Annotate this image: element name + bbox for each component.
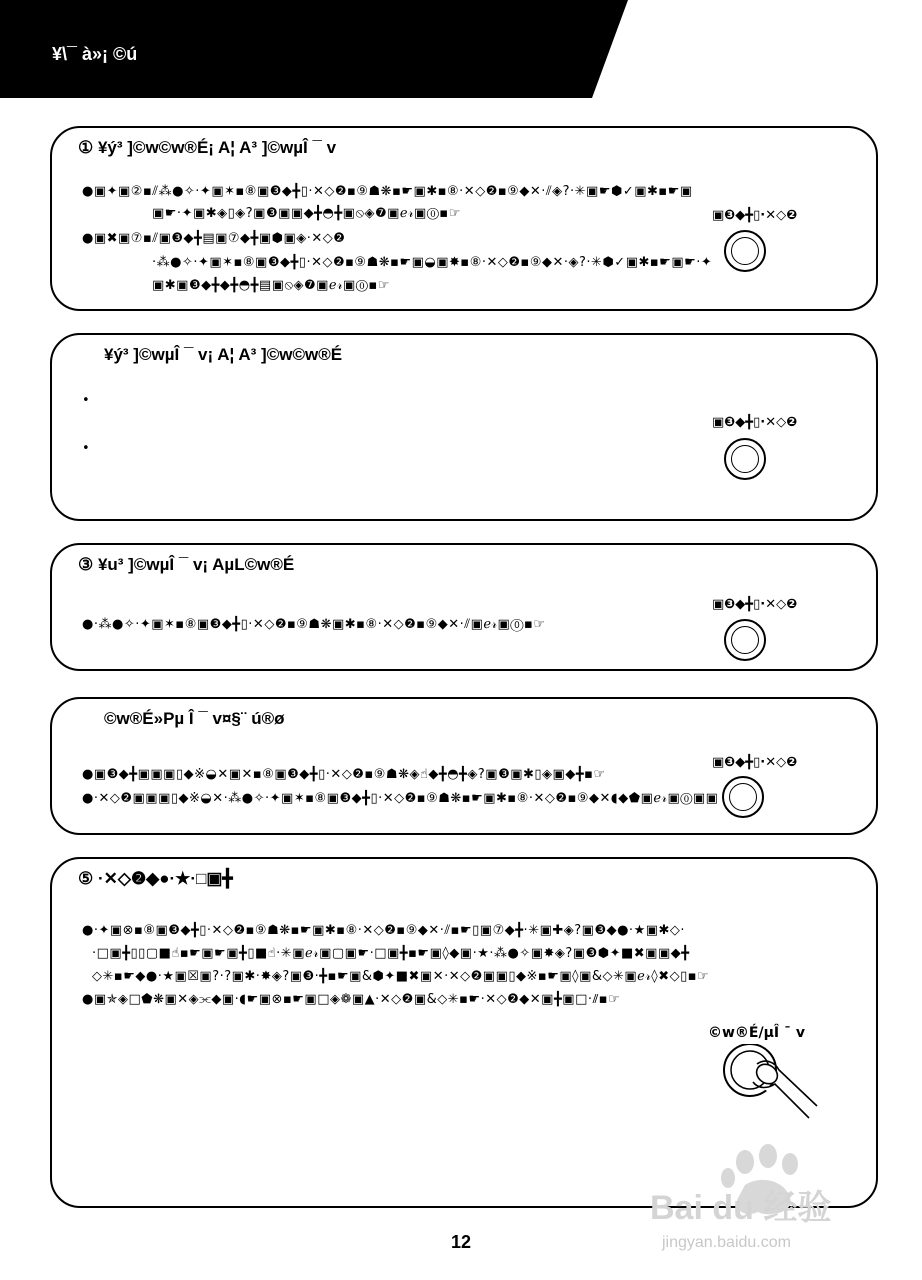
panel-step-3 xyxy=(50,543,878,671)
panel-title: ©w®É»Pµ Î ¯ v¤§¨ ú®ø xyxy=(104,709,285,728)
panel-line: ●▣❸◆╋▣▣▣▯◆※◒✕▣✕▪⑧▣❸◆╋▯·✕◇❷▪⑨☗❋◈☝◆╋◓╋◈?▣❸▣✱▯◈▣◆╋▪☞ xyxy=(82,767,606,782)
panel-line: ●·⁂●✧·✦▣✶▪⑧▣❸◆╋▯·✕◇❷▪⑨☗❋▣✱▪⑧·✕◇❷▪⑨◆✕·⫽▣ℯ𝓇▣⓪▪☞ xyxy=(82,617,546,632)
button-label: ©w®É/µÎ ¯ v xyxy=(708,1025,805,1041)
panel-line: ●▣✖▣⑦▪⫽▣❸◆╋▤▣⑦◆╋▣⬢▣◈·✕◇❷ xyxy=(82,231,346,246)
panel-title: ¥ý³ ]©wµÎ ¯ v¡ A¦ A³ ]©w©w®É xyxy=(104,345,343,364)
watermark-brand: Bai du 经验 xyxy=(650,1189,832,1227)
panel-line: ●▣✦▣②▪⫽⁂●✧·✦▣✶▪⑧▣❸◆╋▯·✕◇❷▪⑨☗❋▪☛▣✱▪⑧·✕◇❷▪⑨◆✕·⫽◈?·✳▣☛⬢✓▣✱▪☛▣ xyxy=(82,184,693,199)
panel-line: ◇✳▪☛◆●·★▣☒▣?·?▣✱·✸◈?▣❸·╋▪☛▣&⬢✦■✖▣✕·✕◇❷▣▣▯◆※▪☛▣◊▣&◇✳▣ℯ𝓇◊✖◇▯▪☞ xyxy=(92,969,710,984)
panel-line: ●·✦▣⊗▪⑧▣❸◆╋▯·✕◇❷▪⑨☗❋▪☛▣✱▪⑧·✕◇❷▪⑨◆✕·⫽▪☛▯▣⑦◆╋·✳▣✚◈?▣❸◆●·★▣✱◇· xyxy=(82,923,686,938)
panel-line: ▣☛·✦▣✱◈▯◈?▣❸▣▣◆╋◓╋▣⦸◈❼▣ℯ𝓇▣⓪▪☞ xyxy=(152,206,461,221)
panel-line: ●▣✯◈□⬟❋▣✕◈⫘◆▣·◖☛▣⊗▪☛▣□◈❁▣▲·✕◇❷▣&◇✳▪☛·✕◇❷◆✕▣╋▣□·⫽▪☞ xyxy=(82,992,621,1007)
watermark-url: jingyan.baidu.com xyxy=(662,1234,791,1251)
button-label: ▣❸◆╋▯·✕◇❷ xyxy=(712,755,798,770)
page-number: 12 xyxy=(450,1232,472,1252)
panel-line: • xyxy=(82,393,91,408)
panel-line: • xyxy=(82,441,91,456)
panel-title: ① ¥ý³ ]©w©w®É¡ A¦ A³ ]©wµÎ ¯ v xyxy=(78,138,337,157)
button-label: ▣❸◆╋▯·✕◇❷ xyxy=(712,597,798,612)
panel-line: ·⁂●✧·✦▣✶▪⑧▣❸◆╋▯·✕◇❷▪⑨☗❋▪☛▣◒▣✸▪⑧·✕◇❷▪⑨◆✕·◈?·✳⬢✓▣✱▪☛▣☛·✦ xyxy=(152,255,713,270)
panel-title: ⑤ ·✕◇❷◆●·★·□▣╋ xyxy=(78,869,233,888)
panel-line: ·□▣╋▯▯▢■☝▪☛▣☛▣╋▯■☝·✳▣ℯ𝓇▣▢▣☛·□▣╋▪☛▣◊◆▣·★·⁂●✧▣✸◈?▣❸⬢✦■✖▣▣◆╋ xyxy=(92,946,690,961)
round-button-icon xyxy=(724,619,766,661)
panel-line: ▣✱▣❸◆╋◆╋◓╋▤▣⦸◈❼▣ℯ𝓇▣⓪▪☞ xyxy=(152,278,390,293)
round-button-icon xyxy=(724,230,766,272)
panel-step-1 xyxy=(50,126,878,311)
panel-line: ●·✕◇❷▣▣▣▯◆※◒✕·⁂●✧·✦▣✶▪⑧▣❸◆╋▯·✕◇❷▪⑨☗❋▪☛▣✱▪⑧·✕◇❷▪⑨◆✕◖◆⬟▣ℯ𝓇▣⓪▣▣ xyxy=(82,791,719,806)
panel-step-2 xyxy=(50,333,878,521)
header-band xyxy=(0,0,922,98)
finger-press-icon xyxy=(717,1044,837,1124)
panel-title: ③ ¥u³ ]©wµÎ ¯ v¡ AµL©w®É xyxy=(78,555,295,574)
round-button-icon xyxy=(724,438,766,480)
round-button-icon xyxy=(722,776,764,818)
watermark xyxy=(650,1140,880,1270)
header-title: ¥\¯ à»¡ ©ú xyxy=(52,44,138,64)
panel-step-4 xyxy=(50,697,878,835)
button-label: ▣❸◆╋▯·✕◇❷ xyxy=(712,415,798,430)
button-label: ▣❸◆╋▯·✕◇❷ xyxy=(712,208,798,223)
